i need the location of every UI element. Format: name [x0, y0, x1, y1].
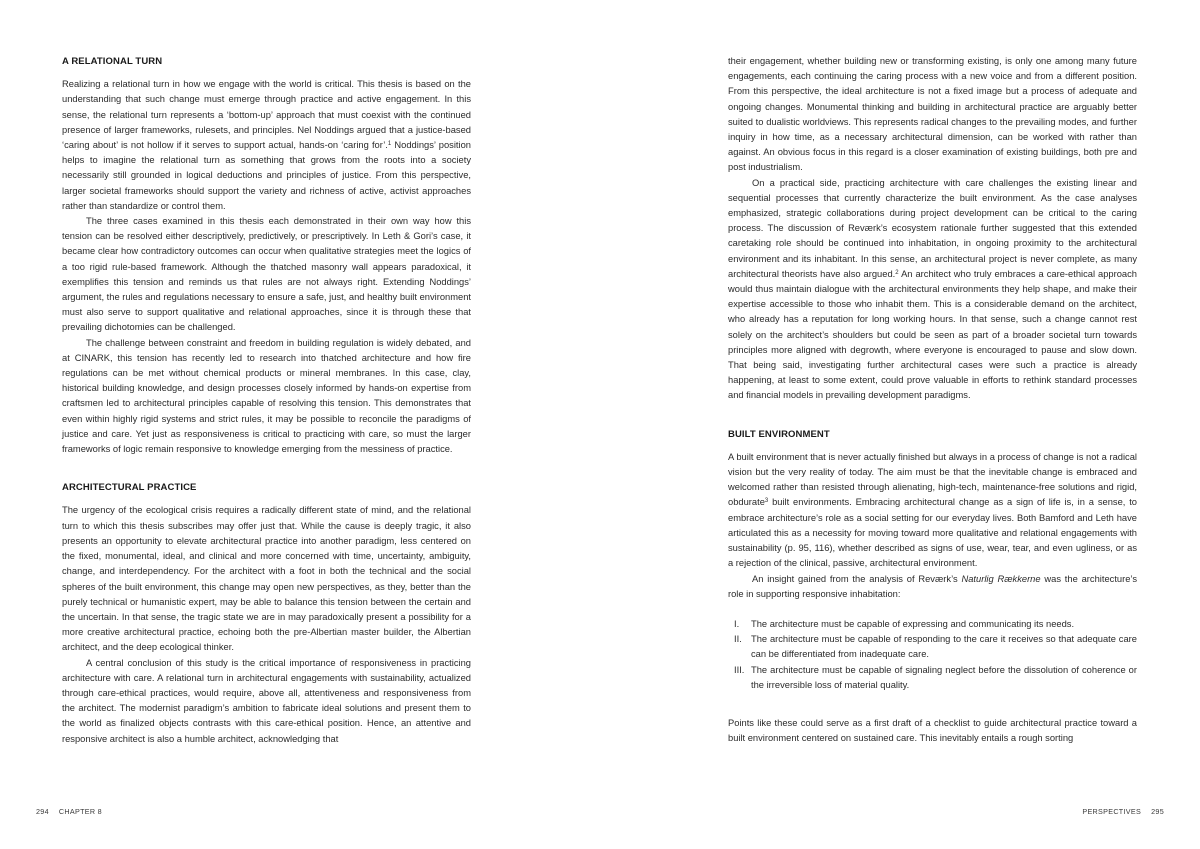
left-folio — [36, 807, 102, 816]
list-item: III. The architecture must be capable of signaling neglect before the dissolution of coherence or the irreversible loss of material quality. — [734, 664, 1137, 690]
running-footer: PERSPECTIVES — [1082, 807, 1142, 816]
requirements-list — [728, 617, 1137, 693]
running-footer: CHAPTER 8 — [58, 807, 102, 816]
paragraph: Realizing a relational turn in how we engage with the world is critical. This thesis is based on the understanding that such change must emerge through practice and active engagement. In this sense, the relational turn represents a ‘bottom-up’ approach that must coexist with the continued presence of larger frameworks, rulesets, and principles. Nel Noddings argued that a justice-based ‘caring about’ is not hollow if it serves to support actual, hands-on ‘caring for’.$^1$ Noddings’ position helps to imagine the relational turn as something that grows from the roots into a society necessarily still grounded in logical deductions and principles of justice. From this perspective, larger societal frameworks should support the variety and richness of active, activist approaches rather than standardize or control them. — [62, 79, 471, 211]
footnote-marker[interactable]: 2 — [895, 269, 899, 276]
list-item: I. The architecture must be capable of expressing and communicating its needs. — [734, 618, 1075, 629]
paragraph: The three cases examined in this thesis each demonstrated in their own way how this tension can be resolved either descriptively, predictively, or prescriptively. In Leth & Gori’s case, it became clear how contradictory outcomes can occur when qualitative strategies meet the logics of a too rigid rule-based framework. Although the thatched masonry wall appears paradoxical, it exemplifies this tension and reminds us that rules are not always right. Extending Noddings’ argument, the rules and regulations necessary to ensure a safe, just, and healthy built environment must also serve to support qualitative and relational approaches, since it is through these that prevailing dichotomies can be challenged. — [62, 216, 471, 333]
heading-built-environment: BUILT ENVIRONMENT — [728, 428, 830, 440]
left-page-text — [62, 54, 471, 747]
paragraph: A central conclusion of this study is the critical importance of responsiveness in practicing architecture with care. A relational turn in architectural engagements with sustainability, actualized through care-ethical practices, would require, above all, attentiveness and responsiveness from the architect. The modernist paradigm’s ambition to fabricate ideal solutions and present them to the world as finalized objects contrasts with this care-ethical position. Hence, an attentive and responsive architect is also a humble architect, acknowledging that — [62, 657, 471, 744]
heading-architectural-practice: ARCHITECTURAL PRACTICE — [62, 482, 197, 494]
right-page-text — [728, 54, 1137, 746]
paragraph: On a practical side, practicing architecture with care challenges the existing linear and sequential processes that currently characterize the built environment. As the case analyses emphasized, strategic collaborations during project development can be critical to the caring process. The discussion of Reværk’s ecosystem rationale further suggested that this extended caretaking role should be continued into inhabitation, in ongoing proximity to the architectural environment and its inhabitant. In this sense, an architectural project is never complete, as many architectural theorists have also argued.$^2$ An architect who truly embraces a care-ethical approach would thus maintain dialogue with the architectural environments they help shape, and make their expertise accessible to those who inhabit them. This is a considerable demand on the architect, who already has a reputation for long working hours. In that sense, such a change cannot rest solely on the architect’s shoulders but could be seen as part of a broader societal turn towards principles more aligned with degrowth, where everyone is encouraged to pause and slow down. That being said, investigating further architectural cases were such a practice is already happening, at least to some extent, could prove valuable in efforts to rethink standard processes and financial models in prevailing development paradigms. — [728, 177, 1137, 401]
list-item: II. The architecture must be capable of responding to the care it receives so that adequate care can be differentiated from inadequate care. — [734, 634, 1137, 660]
paragraph: An insight gained from the analysis of Reværk’s Naturlig Rækkerne was the architecture’s role in supporting responsive inhabitation: — [728, 573, 1137, 599]
heading-relational-turn: A RELATIONAL TURN — [62, 56, 163, 67]
footnote-marker[interactable]: 3 — [764, 498, 769, 505]
paragraph: A built environment that is never actually finished but always in a process of change is not a radical vision but the very reality of today. The aim must be that the inevitable change is embraced and welcomed rather than resisted through alienating, high-tech, maintenance-free solutions and rigid, obdurate$^3$ built environments. Embracing architectural change as a sign of life is, in a sense, to embrace architecture’s role as a social setting for our everyday lives. Both Bamford and Leth have articulated this as a necessity for moving toward more qualitative and relational engagements with sustainability (p. 95, 116), whether described as signs of use, wear, tear, and even ugliness, or as a rejection of the clinical, passive, architectural environment. — [728, 451, 1137, 569]
page-number: 294 — [36, 807, 49, 816]
paragraph: The urgency of the ecological crisis requires a radically different state of mind, and the relational turn to which this thesis subscribes may offer just that. While the cause is deeply tragic, it also presents an opportunity to elevate architectural practice into another paradigm, less centered on the fixed, monumental, ideal, and clinical and more concerned with time, uncertainty, ambiguity, change, and interdependency. For the architect with a foot in both the technical and the social spheres of the built environment, this change may open new perspectives, as they, better than the purely technical or humanistic expert, may be able to balance this tension between the certain and the uncertain. In that sense, the tragic state we are in may paradoxically present a possibility for a more creative architectural practice, echoing both the pre-Albertian master builder, the Albertian architect, and the deep ecological thinker. — [62, 505, 471, 653]
paragraph: their engagement, whether building new or transforming existing, is only one among many future engagements, each continuing the caring process with a new voice and from a different position. From this perspective, the ideal architecture is not a fixed image but a process of adequate and ongoing changes. Monumental thinking and building in architectural practice are arguably better suited to dualistic worldviews. This represents radical changes to the prevailing modes, and further inquiry in how time, as a necessary architectural dimension, can be worked with rather than against. An obvious focus in this regard is a closer examination of existing buildings, both pre and post industrialism. — [728, 56, 1137, 173]
paragraph: The challenge between constraint and freedom in building regulation is widely debated, and at CINARK, this tension has recently led to research into thatched architecture and how fire regulations can be met without chemical products or mineral membranes. In this case, clay, historical building knowledge, and design processes closely informed by hands-on expertise from craftsmen led to architectural principles capable of resolving this tension. This demonstrates that even within highly rigid systems and strict rules, it may be possible to reconcile the paradigms of justice and care. Yet just as responsiveness is critical to practicing with care, so must the larger frameworks of logic remain responsive to knowledge emerging from the messiness of practice. — [62, 337, 471, 455]
right-folio — [1082, 807, 1164, 816]
footnote-marker[interactable]: 1 — [387, 141, 392, 148]
page-number: 295 — [1151, 807, 1164, 816]
paragraph: Points like these could serve as a first draft of a checklist to guide architectural practice toward a built environment centered on sustained care. This inevitably entails a rough sorting — [728, 717, 1137, 744]
